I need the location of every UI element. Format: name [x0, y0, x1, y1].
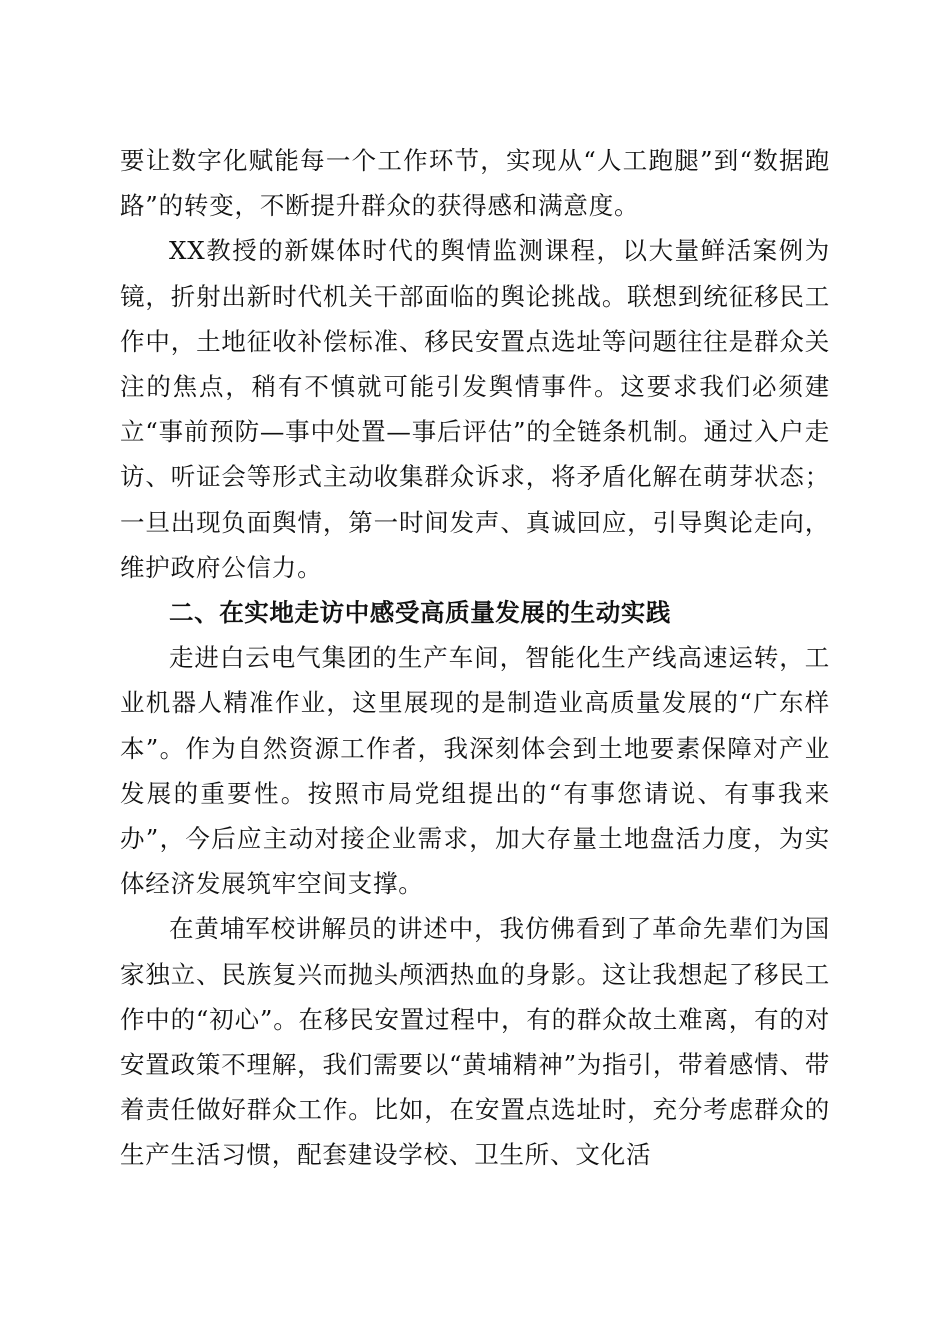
document-body: [120, 138, 830, 1178]
paragraph-digital-empowerment: 要让数字化赋能每一个工作环节，实现从“人工跑腿”到“数据跑路”的转变，不断提升群众的获得感和满意度。: [120, 146, 830, 221]
paragraph-whampoa-academy-visit: 在黄埔军校讲解员的讲述中，我仿佛看到了革命先辈们为国家独立、民族复兴而抛头颅洒热血的身影。这让我想起了移民工作中的“初心”。在移民安置过程中，有的群众故土难离，有的对安置政策不理解，我们需要以“黄埔精神”为指引，带着感情、带着责任做好群众工作。比如，在安置点选址时，充分考虑群众的生产生活习惯，配套建设学校、卫生所、文化活: [120, 914, 830, 1170]
paragraph-public-opinion-monitoring: XX教授的新媒体时代的舆情监测课程，以大量鲜活案例为镜，折射出新时代机关干部面临的舆论挑战。联想到统征移民工作中，土地征收补偿标准、移民安置点选址等问题往往是群众关注的焦点，稍有不慎就可能引发舆情事件。这要求我们必须建立“事前预防—事中处置—事后评估”的全链条机制。通过入户走访、听证会等形式主动收集群众诉求，将矛盾化解在萌芽状态；一旦出现负面舆情，第一时间发声、真诚回应，引导舆论走向，维护政府公信力。: [120, 236, 830, 582]
section-heading: 二、在实地走访中感受高质量发展的生动实践: [169, 598, 671, 628]
paragraph-baiyun-electric-visit: 走进白云电气集团的生产车间，智能化生产线高速运转，工业机器人精准作业，这里展现的是制造业高质量发展的“广东样本”。作为自然资源工作者，我深刻体会到土地要素保障对产业发展的重要性。按照市局党组提出的“有事您请说、有事我来办”，今后应主动对接企业需求，加大存量土地盘活力度，为实体经济发展筑牢空间支撑。: [120, 643, 830, 899]
